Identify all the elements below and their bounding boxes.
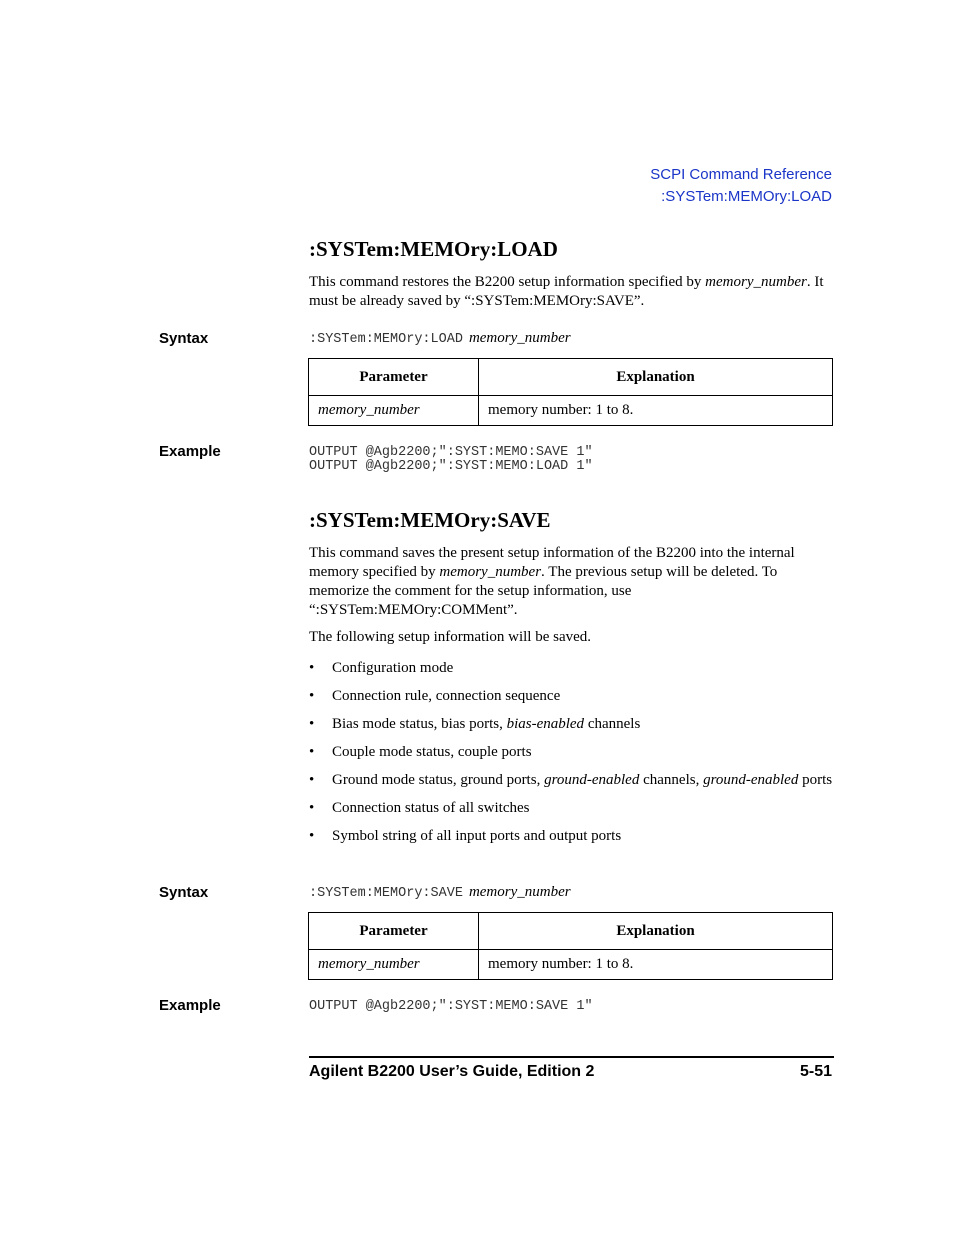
list-item <box>309 827 834 846</box>
table-header-explanation: Explanation <box>479 913 833 950</box>
list-item-emphasis: bias-enabled <box>506 716 585 732</box>
load-example-label: Example <box>159 443 221 460</box>
list-item-text: Couple mode status, couple ports <box>332 744 532 760</box>
list-item-text: channels, <box>639 772 704 788</box>
parameter-name: memory_number <box>318 402 420 418</box>
list-item-text: Symbol string of all input ports and output ports <box>332 828 622 844</box>
footer-title: Agilent B2200 User’s Guide, Edition 2 <box>309 1063 595 1080</box>
table-row <box>309 396 833 426</box>
load-syntax-label: Syntax <box>159 330 209 347</box>
table-header-row <box>309 359 833 396</box>
save-example-label: Example <box>159 997 221 1014</box>
save-syntax-command: :SYSTem:MEMOry:SAVE <box>309 886 463 901</box>
list-item <box>309 799 834 818</box>
load-desc-text-2: . It must be already saved by “:SYSTem:MEMOry:SAVE”. <box>309 274 824 309</box>
table-row <box>309 950 833 980</box>
load-parameter-table <box>308 358 833 426</box>
save-syntax <box>309 884 571 901</box>
load-syntax <box>309 330 571 347</box>
save-desc-text-1: This command saves the present setup information of the B2200 into the internal memory specified by <box>309 545 795 580</box>
list-item-text: Ground mode status, ground ports, <box>332 772 545 788</box>
save-syntax-label: Syntax <box>159 884 209 901</box>
save-following-text: The following setup information will be saved. <box>309 629 592 645</box>
running-header-subsection: :SYSTem:MEMOry:LOAD <box>661 188 832 205</box>
table-cell-parameter <box>309 396 479 426</box>
footer-rule <box>309 1056 834 1058</box>
list-item <box>309 771 834 790</box>
list-item-text: Configuration mode <box>332 660 454 676</box>
list-item-text: Connection status of all switches <box>332 800 530 816</box>
list-item-text: channels <box>584 716 641 732</box>
list-item-emphasis: ground-enabled <box>544 772 640 788</box>
table-header-row <box>309 913 833 950</box>
list-item <box>309 715 834 734</box>
page-number: 5-51 <box>799 1063 832 1080</box>
load-syntax-param: memory_number <box>468 330 571 346</box>
load-example-code: OUTPUT @Agb2200;":SYST:MEMO:SAVE 1" OUTPUT @Agb2200;":SYST:MEMO:LOAD 1" <box>309 445 593 474</box>
list-item <box>309 743 834 762</box>
list-item-text: Connection rule, connection sequence <box>332 688 561 704</box>
list-item <box>309 659 834 678</box>
running-header-section: SCPI Command Reference <box>650 166 832 183</box>
section-title-load: :SYSTem:MEMOry:LOAD <box>309 237 558 261</box>
saved-items-list <box>309 659 834 855</box>
list-item-emphasis: ground-enabled <box>703 772 799 788</box>
save-desc-text-2: . The previous setup will be deleted. To memorize the comment for the setup information, use “:SYSTem:MEMOry:COMMent”. <box>309 564 778 618</box>
parameter-name: memory_number <box>318 956 420 972</box>
list-item <box>309 687 834 706</box>
save-syntax-param: memory_number <box>468 884 571 900</box>
table-header-explanation: Explanation <box>479 359 833 396</box>
table-cell-parameter <box>309 950 479 980</box>
section-title-save: :SYSTem:MEMOry:SAVE <box>309 508 551 532</box>
save-desc-param: memory_number <box>439 564 542 580</box>
load-desc-param: memory_number <box>705 274 807 290</box>
table-cell-explanation: memory number: 1 to 8. <box>479 396 833 426</box>
save-parameter-table <box>308 912 833 980</box>
table-header-parameter: Parameter <box>309 359 479 396</box>
save-example-code: OUTPUT @Agb2200;":SYST:MEMO:SAVE 1" <box>309 999 593 1014</box>
table-header-parameter: Parameter <box>309 913 479 950</box>
load-description <box>309 273 834 311</box>
load-desc-text-1: This command restores the B2200 setup information specified by <box>309 274 706 290</box>
save-description <box>309 544 834 620</box>
table-cell-explanation: memory number: 1 to 8. <box>479 950 833 980</box>
list-item-text: ports <box>798 772 833 788</box>
list-item-text: Bias mode status, bias ports, <box>332 716 507 732</box>
load-syntax-command: :SYSTem:MEMOry:LOAD <box>309 332 463 347</box>
